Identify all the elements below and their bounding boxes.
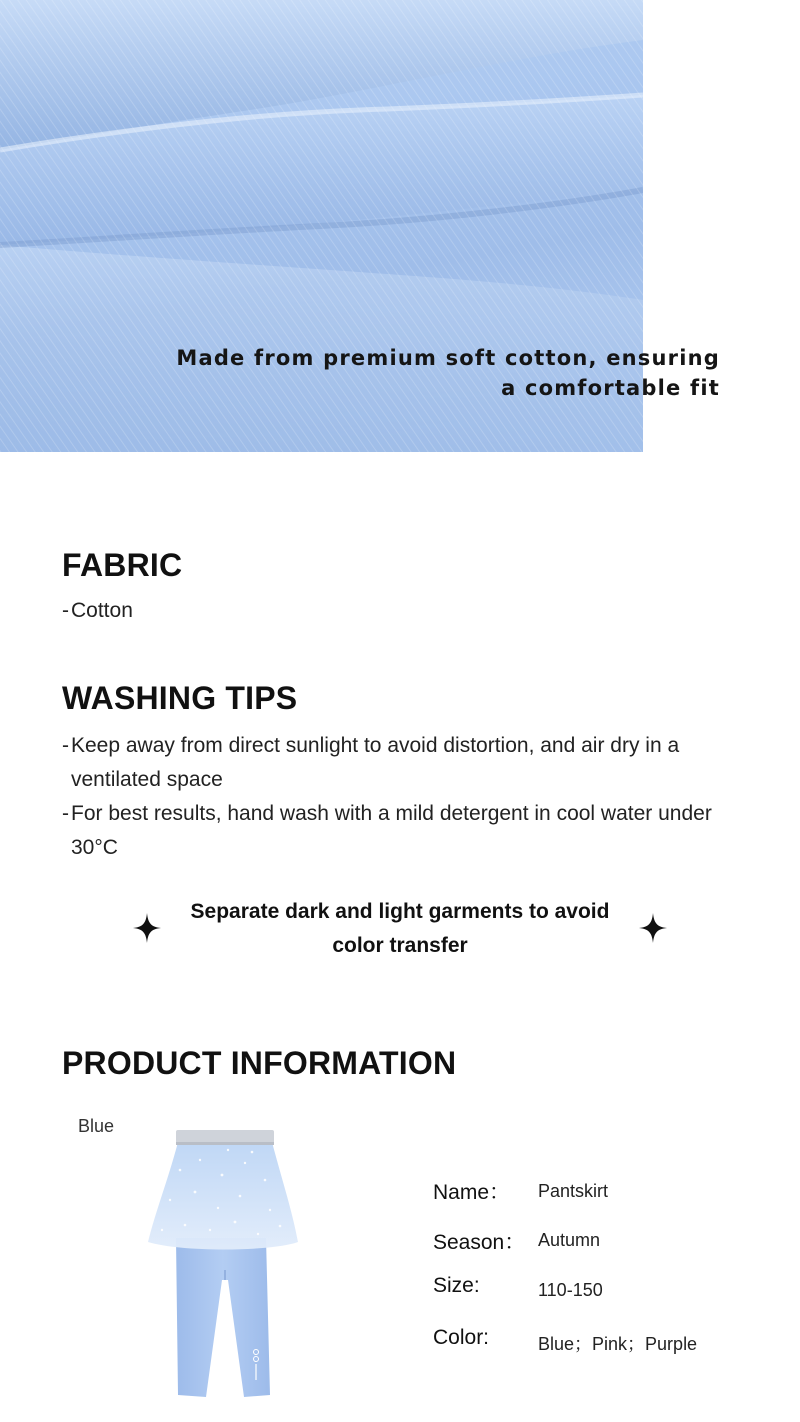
fabric-heading: FABRIC: [62, 547, 183, 583]
fabric-item: [62, 594, 722, 628]
four-point-star-icon: [639, 913, 667, 943]
care-callout: Separate dark and light garments to avoid color transfer: [190, 900, 610, 957]
washing-tip-item: [62, 729, 722, 797]
fabric-item-text: Cotton: [71, 599, 133, 622]
variant-color-label: Blue: [78, 1116, 115, 1136]
info-color-value: Blue；Pink；Purple: [538, 1334, 698, 1354]
bullet-dash: -: [62, 802, 69, 825]
info-size-value: 110-150: [538, 1280, 603, 1300]
info-name-value: Pantskirt: [538, 1181, 609, 1201]
washing-tip-text: Keep away from direct sunlight to avoid distortion, and air dry in a ventilated space: [71, 734, 680, 791]
bullet-dash: -: [62, 599, 69, 622]
product-information-heading: PRODUCT INFORMATION: [62, 1045, 457, 1081]
four-point-star-icon: [133, 913, 161, 943]
washing-tips-heading: WASHING TIPS: [62, 680, 298, 716]
info-color-label: Color:: [433, 1326, 490, 1349]
info-season-value: Autumn: [538, 1230, 601, 1250]
info-size-label: Size:: [433, 1274, 480, 1297]
bullet-dash: -: [62, 734, 69, 757]
washing-tip-item: [62, 797, 722, 865]
info-name-label: Name：: [433, 1181, 511, 1204]
washing-tip-text: For best results, hand wash with a mild detergent in cool water under 30°C: [71, 802, 712, 859]
pantskirt-product-image: [140, 1130, 310, 1405]
info-season-label: Season：: [433, 1231, 526, 1254]
hero-caption: Made from premium soft cotton, ensuring a comfortable fit: [176, 346, 720, 400]
